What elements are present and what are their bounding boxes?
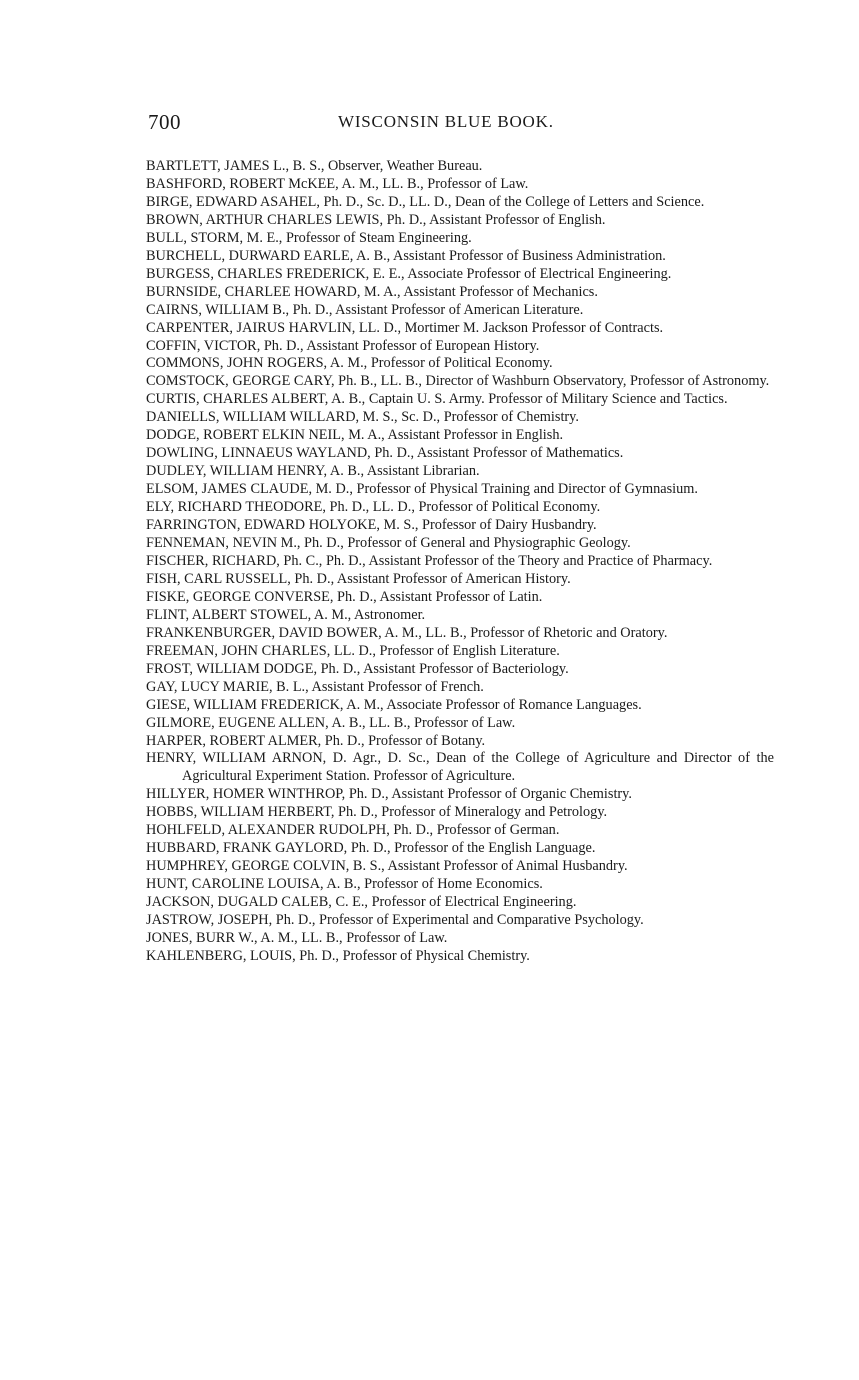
faculty-entry: HARPER, ROBERT ALMER, Ph. D., Professor of Botany. (146, 732, 486, 749)
faculty-entry: HENRY, WILLIAM ARNON, D. Agr., D. Sc., Dean of the College of Agriculture and Director of the Agricultural Experiment Station. Professor of Agriculture. (146, 750, 774, 785)
faculty-entry: GILMORE, EUGENE ALLEN, A. B., LL. B., Professor of Law. (146, 714, 516, 731)
faculty-entry: HUBBARD, FRANK GAYLORD, Ph. D., Professor of the English Language. (146, 840, 596, 857)
faculty-entry: FROST, WILLIAM DODGE, Ph. D., Assistant Professor of Bacteriology. (146, 660, 569, 677)
faculty-entry: FRANKENBURGER, DAVID BOWER, A. M., LL. B., Professor of Rhetoric and Oratory. (146, 624, 668, 641)
faculty-entry: FARRINGTON, EDWARD HOLYOKE, M. S., Professor of Dairy Husbandry. (146, 517, 597, 534)
faculty-entry: HUNT, CAROLINE LOUISA, A. B., Professor of Home Economics. (146, 876, 543, 893)
faculty-entry: JONES, BURR W., A. M., LL. B., Professor of Law. (146, 929, 448, 946)
faculty-entry: FISKE, GEORGE CONVERSE, Ph. D., Assistant Professor of Latin. (146, 588, 543, 605)
faculty-entry: COFFIN, VICTOR, Ph. D., Assistant Professor of European History. (146, 337, 540, 354)
faculty-entry: DOWLING, LINNAEUS WAYLAND, Ph. D., Assistant Professor of Mathematics. (146, 445, 624, 462)
faculty-entry: CURTIS, CHARLES ALBERT, A. B., Captain U. S. Army. Professor of Military Science and Tactics. (146, 391, 728, 408)
faculty-entry: GAY, LUCY MARIE, B. L., Assistant Professor of French. (146, 678, 484, 695)
faculty-entry: BASHFORD, ROBERT McKEE, A. M., LL. B., Professor of Law. (146, 175, 529, 192)
page-header (148, 110, 780, 134)
faculty-entry: FREEMAN, JOHN CHARLES, LL. D., Professor of English Literature. (146, 642, 560, 659)
faculty-entry: BURGESS, CHARLES FREDERICK, E. E., Associate Professor of Electrical Engineering. (146, 265, 672, 282)
faculty-entry: HOBBS, WILLIAM HERBERT, Ph. D., Professor of Mineralogy and Petrology. (146, 804, 608, 821)
faculty-list (146, 158, 774, 966)
faculty-entry: BURNSIDE, CHARLEE HOWARD, M. A., Assistant Professor of Mechanics. (146, 283, 598, 300)
faculty-entry: FISCHER, RICHARD, Ph. C., Ph. D., Assistant Professor of the Theory and Practice of Pharmacy. (146, 552, 713, 569)
faculty-entry: JASTROW, JOSEPH, Ph. D., Professor of Experimental and Comparative Psychology. (146, 912, 644, 929)
faculty-entry: DANIELLS, WILLIAM WILLARD, M. S., Sc. D., Professor of Chemistry. (146, 409, 579, 426)
faculty-entry: HILLYER, HOMER WINTHROP, Ph. D., Assistant Professor of Organic Chemistry. (146, 786, 632, 803)
faculty-entry: JACKSON, DUGALD CALEB, C. E., Professor of Electrical Engineering. (146, 894, 577, 911)
faculty-entry: COMSTOCK, GEORGE CARY, Ph. B., LL. B., Director of Washburn Observatory, Professor of Astronomy. (146, 373, 770, 390)
faculty-entry: BROWN, ARTHUR CHARLES LEWIS, Ph. D., Assistant Professor of English. (146, 211, 606, 228)
faculty-entry: CAIRNS, WILLIAM B., Ph. D., Assistant Professor of American Literature. (146, 301, 584, 318)
faculty-entry: BULL, STORM, M. E., Professor of Steam Engineering. (146, 229, 472, 246)
faculty-entry: KAHLENBERG, LOUIS, Ph. D., Professor of Physical Chemistry. (146, 947, 530, 964)
faculty-entry: ELSOM, JAMES CLAUDE, M. D., Professor of Physical Training and Director of Gymnasium. (146, 481, 698, 498)
faculty-entry: GIESE, WILLIAM FREDERICK, A. M., Associate Professor of Romance Languages. (146, 696, 642, 713)
faculty-entry: BIRGE, EDWARD ASAHEL, Ph. D., Sc. D., LL. D., Dean of the College of Letters and Science. (146, 193, 705, 210)
faculty-entry: ELY, RICHARD THEODORE, Ph. D., LL. D., Professor of Political Economy. (146, 499, 601, 516)
page-number: 700 (148, 110, 181, 134)
faculty-entry: CARPENTER, JAIRUS HARVLIN, LL. D., Mortimer M. Jackson Professor of Contracts. (146, 319, 664, 336)
faculty-entry: BURCHELL, DURWARD EARLE, A. B., Assistant Professor of Business Administration. (146, 247, 666, 264)
faculty-entry: HUMPHREY, GEORGE COLVIN, B. S., Assistant Professor of Animal Husbandry. (146, 858, 628, 875)
faculty-entry: FISH, CARL RUSSELL, Ph. D., Assistant Professor of American History. (146, 570, 571, 587)
faculty-entry: HOHLFELD, ALEXANDER RUDOLPH, Ph. D., Professor of German. (146, 822, 560, 839)
faculty-entry: COMMONS, JOHN ROGERS, A. M., Professor of Political Economy. (146, 355, 553, 372)
faculty-entry: DODGE, ROBERT ELKIN NEIL, M. A., Assistant Professor in English. (146, 427, 564, 444)
faculty-entry: FLINT, ALBERT STOWEL, A. M., Astronomer. (146, 606, 426, 623)
faculty-entry: DUDLEY, WILLIAM HENRY, A. B., Assistant Librarian. (146, 463, 480, 480)
running-title: WISCONSIN BLUE BOOK. (338, 112, 554, 131)
faculty-entry: BARTLETT, JAMES L., B. S., Observer, Weather Bureau. (146, 158, 483, 174)
faculty-entry: FENNEMAN, NEVIN M., Ph. D., Professor of General and Physiographic Geology. (146, 535, 631, 552)
